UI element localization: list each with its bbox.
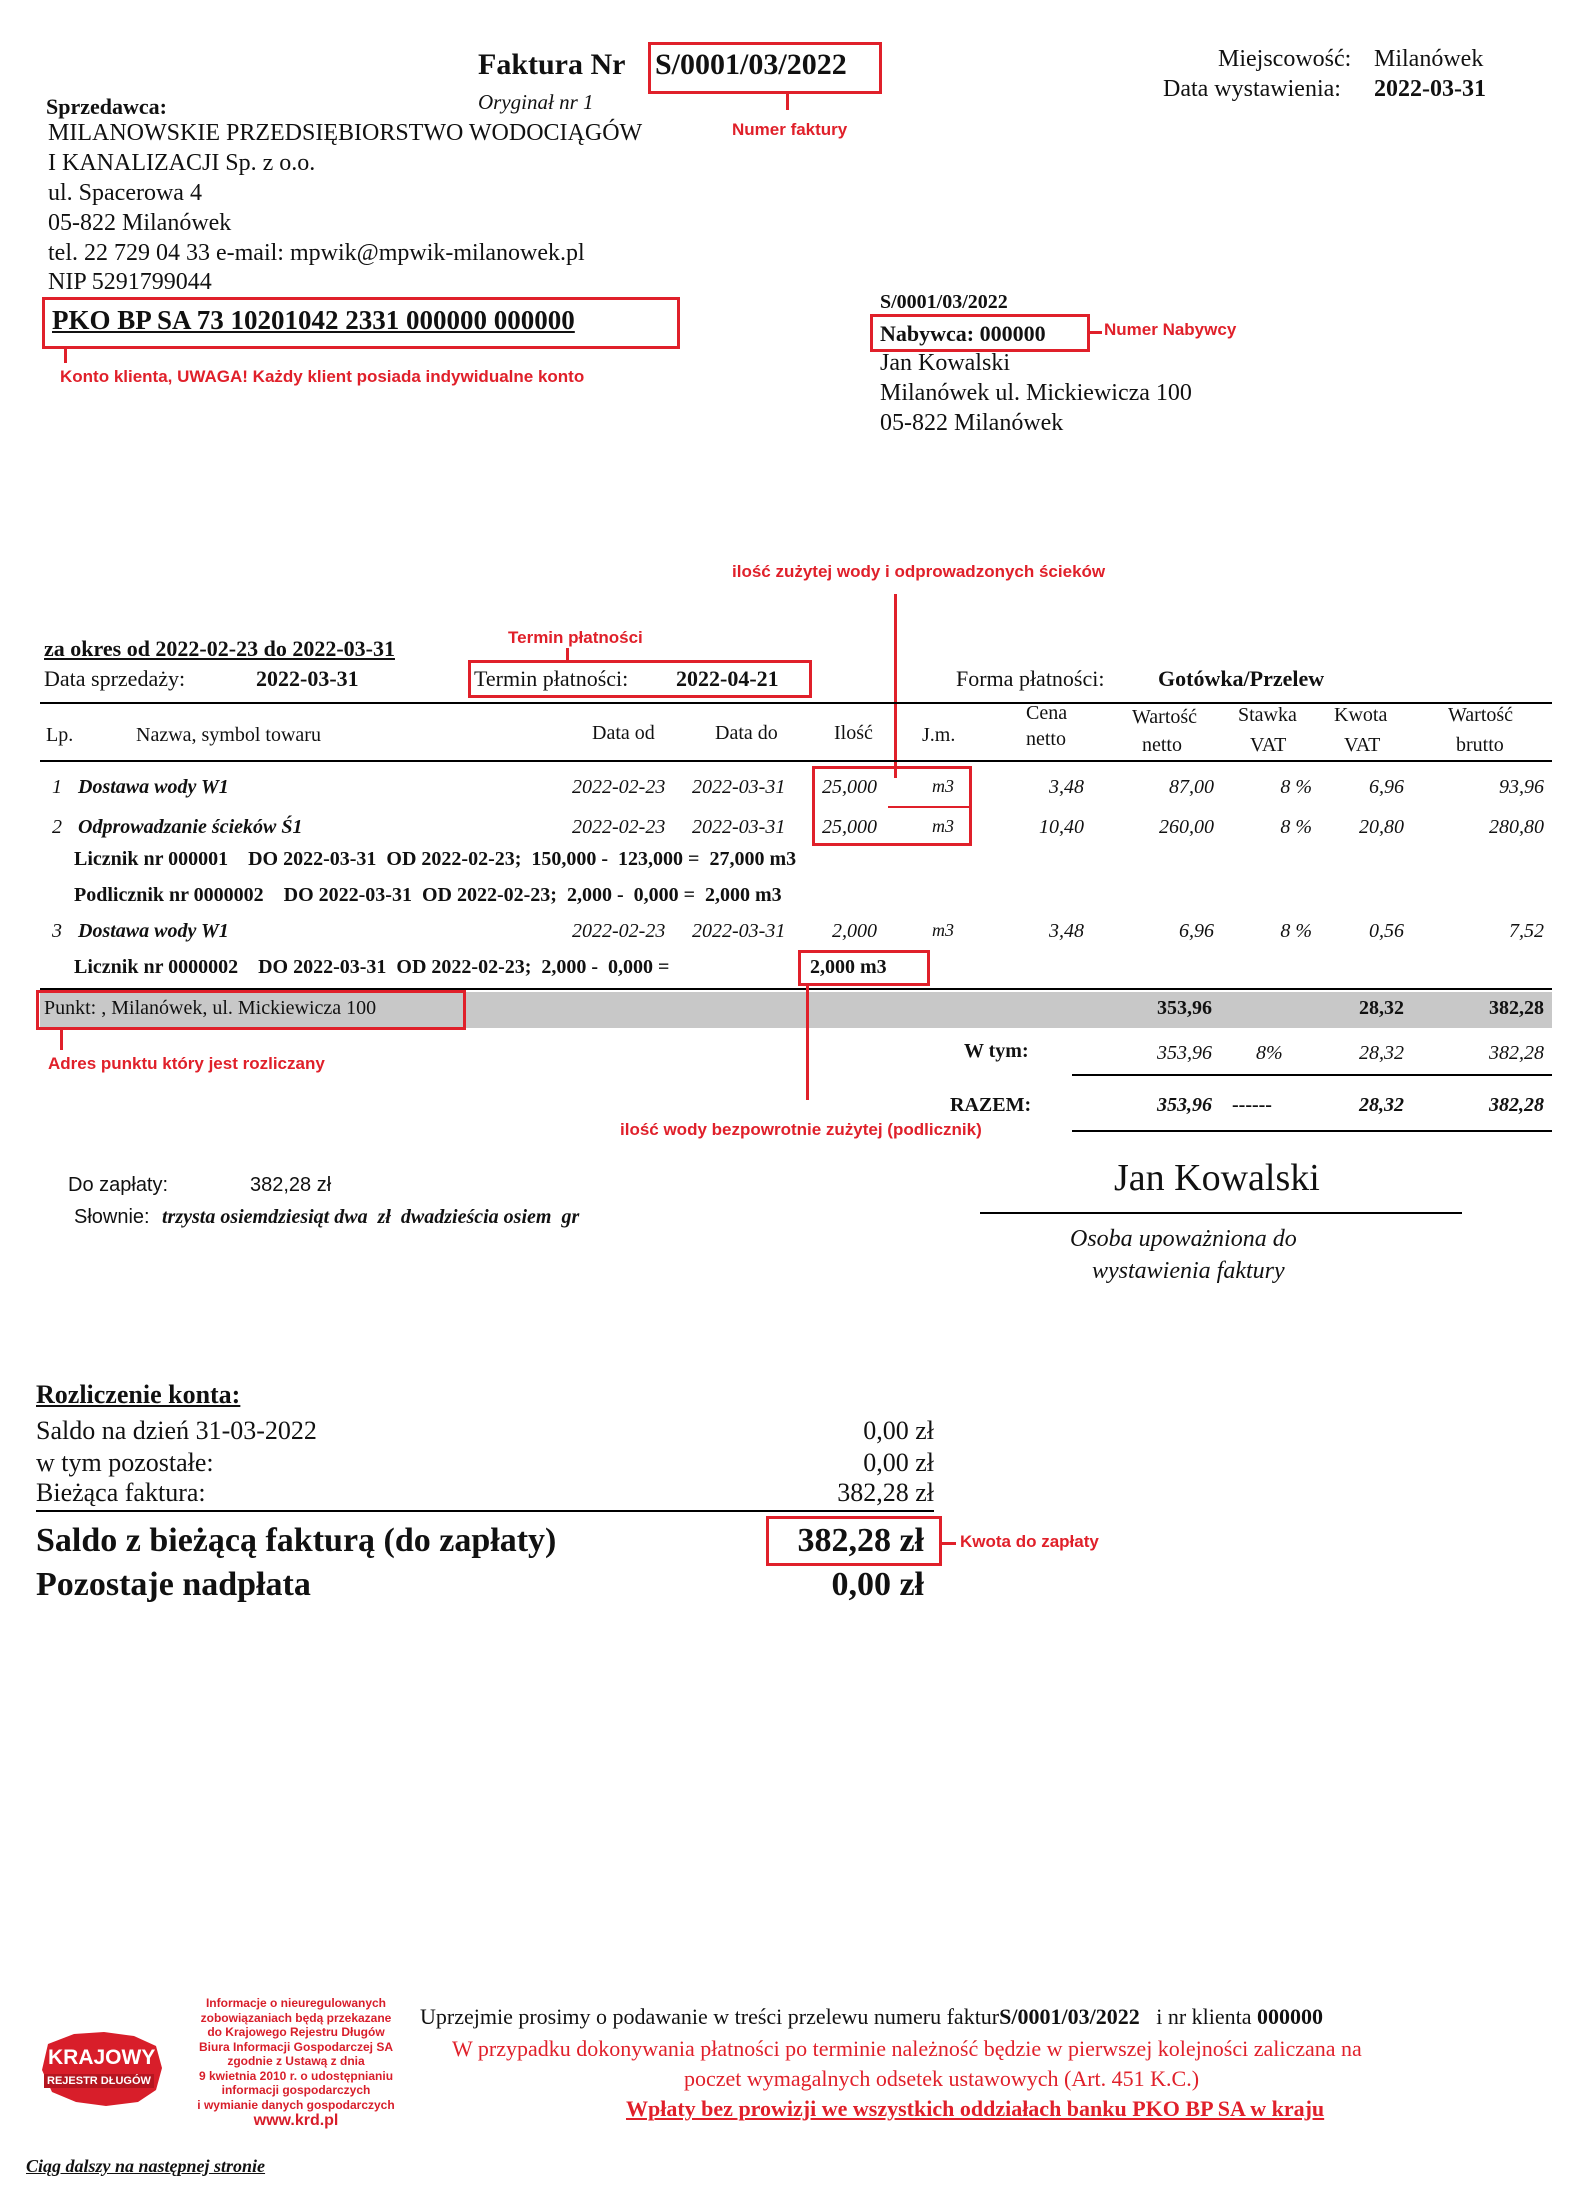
overpayment-label: Pozostaje nadpłata [36,1566,311,1603]
buyer-id: Nabywca: 000000 [880,321,1046,346]
place-label: Miejscowość: [1218,46,1352,72]
annotation-account: Konto klienta, UWAGA! Każdy klient posiada indywidualne konto [60,367,585,386]
totals-rule-bottom [1072,1130,1552,1132]
invoice-number: S/0001/03/2022 [655,48,847,81]
due-date-highlight [468,660,812,698]
col-net-1: Wartość [1132,706,1198,728]
transfer-request-invoice: S/0001/03/2022 [999,2004,1140,2029]
payment-method-label: Forma płatności: [956,666,1105,691]
col-rate-1: Stawka [1238,704,1297,726]
razem-net: 353,96 [1157,1094,1212,1116]
original-label: Oryginał nr 1 [478,90,594,114]
row-gross: 280,80 [1489,816,1544,838]
row-to: 2022-03-31 [692,920,786,942]
summary-row-label: Saldo na dzień 31-03-2022 [36,1416,317,1445]
row-price: 3,48 [1049,920,1084,942]
annotation-connector [806,986,809,1100]
row-gross: 7,52 [1509,920,1544,942]
amount-words: trzysta osiemdziesiąt dwa zł dwadzieścia osiem gr [162,1206,580,1228]
late-payment-warning-2: poczet wymagalnych odsetek ustawowych (Art. 451 K.C.) [684,2066,1200,2091]
issue-date-value: 2022-03-31 [1374,76,1486,102]
seller-street: ul. Spacerowa 4 [48,180,202,206]
transfer-request [420,2004,1323,2030]
summary-row-value: 382,28 zł [837,1478,934,1507]
meter-line-3-result: 2,000 m3 [810,956,887,978]
sale-date-label: Data sprzedaży: [44,666,186,691]
meter-line-1: Licznik nr 000001 DO 2022-03-31 OD 2022-02-23; 150,000 - 123,000 = 27,000 m3 [74,848,797,870]
amount-words-label: Słownie: [74,1206,150,1228]
buyer-name: Jan Kowalski [880,350,1010,376]
row-qty: 25,000 [822,816,877,838]
row-net: 87,00 [1169,776,1214,798]
seller-contact: tel. 22 729 04 33 e-mail: mpwik@mpwik-milanowek.pl [48,240,585,266]
razem-label: RAZEM: [950,1094,1032,1116]
seller-name-line2: I KANALIZACJI Sp. z o.o. [48,150,316,176]
transfer-request-client: 000000 [1257,2004,1324,2029]
continued-next-page: Ciąg dalszy na następnej stronie [26,2156,266,2176]
col-price-1: Cena [1026,702,1068,724]
transfer-request-text: Uprzejmie prosimy o podawanie w treści przelewu numeru faktur [420,2004,1000,2029]
invoice-title-prefix: Faktura Nr [478,48,626,81]
col-lp: Lp. [46,724,74,746]
point-vat: 28,32 [1359,997,1404,1019]
krd-info [176,1996,416,2129]
krd-url[interactable]: www.krd.pl [253,2112,339,2129]
buyer-id-highlight [870,314,1090,352]
seller-nip: NIP 5291799044 [48,269,212,295]
issue-date-label: Data wystawienia: [1163,76,1341,102]
row-rate: 8 % [1280,816,1312,838]
annotation-connector [786,94,789,110]
row-qty: 25,000 [822,776,877,798]
row-price: 10,40 [1039,816,1084,838]
annotation-connector [942,1542,956,1545]
due-date-value: 2022-04-21 [676,666,779,691]
annotation-connector [894,594,897,778]
buyer-invoice-ref: S/0001/03/2022 [880,291,1008,313]
row-lp: 1 [52,776,62,798]
amount-due-value: 382,28 zł [250,1174,332,1196]
summary-row-label: w tym pozostałe: [36,1448,214,1477]
annotation-invoice-number: Numer faktury [732,120,848,139]
summary-row-label: Bieżąca faktura: [36,1478,206,1507]
krd-info-line: informacji gospodarczych [221,2083,371,2097]
account-summary-title: Rozliczenie konta: [36,1380,241,1409]
point-address-highlight [36,990,466,1030]
row-qty: 2,000 [832,920,877,942]
quantity-highlight-divider [888,806,972,808]
row-from: 2022-02-23 [572,776,666,798]
row-vat: 6,96 [1369,776,1404,798]
col-gross-2: brutto [1456,734,1504,756]
row-rate: 8 % [1280,776,1312,798]
annotation-amount-due: Kwota do zapłaty [960,1532,1099,1551]
annotation-due-date: Termin płatności [508,628,643,647]
krd-info-line: zobowiązaniach będą przekazane [200,2010,392,2025]
signature-line [980,1212,1462,1214]
transfer-request-mid: i nr klienta [1156,2004,1252,2029]
summary-rule [36,1510,934,1512]
summary-row-value: 0,00 zł [863,1416,934,1445]
annotation-connector [566,648,569,660]
invoice-number-highlight [648,42,882,94]
account-highlight [42,297,680,349]
razem-vat: 28,32 [1359,1094,1404,1116]
annotation-quantity: ilość zużytej wody i odprowadzonych ścieków [732,562,1106,581]
row-unit: m3 [932,816,954,836]
annotation-submeter: ilość wody bezpowrotnie zużytej (podlicznik) [620,1120,982,1139]
point-gross: 382,28 [1489,997,1544,1019]
buyer-address: Milanówek ul. Mickiewicza 100 [880,380,1192,406]
row-to: 2022-03-31 [692,816,786,838]
col-qty: Ilość [834,722,873,744]
amount-due-highlight [766,1516,942,1566]
row-price: 3,48 [1049,776,1084,798]
balance-total-label: Saldo z bieżącą fakturą (do zapłaty) [36,1522,557,1559]
krd-info-line: Informacje o nieuregulowanych [205,1996,387,2010]
sale-date-value: 2022-03-31 [256,666,359,691]
row-net: 260,00 [1159,816,1214,838]
col-price-2: netto [1026,728,1066,750]
col-vat-2: VAT [1344,734,1381,756]
row-from: 2022-02-23 [572,816,666,838]
row-rate: 8 % [1280,920,1312,942]
row-from: 2022-02-23 [572,920,666,942]
wtym-gross: 382,28 [1489,1042,1544,1064]
col-rate-2: VAT [1250,734,1287,756]
wtym-net: 353,96 [1157,1042,1212,1064]
annotation-connector [1090,331,1102,334]
row-name: Dostawa wody W1 [78,920,229,942]
col-net-2: netto [1142,734,1182,756]
table-head-rule [40,760,1552,762]
col-date-from: Data od [592,722,655,744]
point-address: Punkt: , Milanówek, ul. Mickiewicza 100 [44,997,377,1019]
submeter-highlight [798,950,930,986]
krd-logo-line2: REJESTR DŁUGÓW [44,2074,154,2088]
billing-period: za okres od 2022-02-23 do 2022-03-31 [44,636,395,661]
row-vat: 20,80 [1359,816,1404,838]
row-name: Odprowadzanie ścieków Ś1 [78,816,303,838]
due-date-label: Termin płatności: [474,666,629,691]
signature-name: Jan Kowalski [1114,1157,1320,1199]
col-gross-1: Wartość [1448,704,1514,726]
amount-due-label: Do zapłaty: [68,1174,169,1196]
point-net: 353,96 [1157,997,1212,1019]
krd-info-line: Biura Informacji Gospodarczej SA [198,2039,394,2054]
no-fee-notice: Wpłaty bez prowizji we wszystkich oddziałach banku PKO BP SA w kraju [626,2096,1325,2121]
summary-row-value: 0,00 zł [863,1448,934,1477]
col-unit: J.m. [922,724,956,746]
wtym-label: W tym: [964,1040,1029,1062]
annotation-point-address: Adres punktu który jest rozliczany [48,1054,325,1073]
seller-city: 05-822 Milanówek [48,210,232,236]
krd-logo-line1: KRAJOWY [48,2046,156,2069]
krd-info-line: i wymianie danych gospodarczych [197,2097,395,2112]
krd-logo [34,2028,170,2108]
razem-gross: 382,28 [1489,1094,1544,1116]
totals-rule [1072,1074,1552,1076]
balance-total-value: 382,28 zł [797,1522,924,1559]
seller-label: Sprzedawca: [46,94,167,119]
signature-role-1: Osoba upoważniona do [1070,1226,1297,1252]
annotation-connector [64,349,67,363]
krd-info-line: 9 kwietnia 2010 r. o udostępnianiu [198,2068,394,2083]
signature-role-2: wystawienia faktury [1092,1258,1285,1284]
overpayment-value: 0,00 zł [831,1566,924,1603]
meter-line-3: Licznik nr 0000002 DO 2022-03-31 OD 2022-02-23; 2,000 - 0,000 = [74,956,670,978]
row-unit: m3 [932,920,954,940]
place-value: Milanówek [1374,46,1484,72]
row-to: 2022-03-31 [692,776,786,798]
row-name: Dostawa wody W1 [78,776,229,798]
annotation-connector [60,1030,63,1050]
header-rule [40,702,1552,704]
col-vat-1: Kwota [1334,704,1388,726]
wtym-rate: 8% [1256,1042,1283,1064]
wtym-vat: 28,32 [1359,1042,1404,1064]
row-lp: 2 [52,816,62,838]
razem-rate: ------ [1232,1094,1272,1116]
col-date-to: Data do [715,722,778,744]
row-gross: 93,96 [1499,776,1544,798]
submeter-line: Podlicznik nr 0000002 DO 2022-03-31 OD 2022-02-23; 2,000 - 0,000 = 2,000 m3 [74,884,782,906]
annotation-buyer-number: Numer Nabywcy [1104,320,1237,339]
payment-method-value: Gotówka/Przelew [1158,666,1325,691]
row-net: 6,96 [1179,920,1214,942]
row-unit: m3 [932,776,954,796]
buyer-city: 05-822 Milanówek [880,410,1064,436]
seller-name-line1: MILANOWSKIE PRZEDSIĘBIORSTWO WODOCIĄGÓW [48,120,643,146]
row-lp: 3 [52,920,62,942]
krd-info-line: zgodnie z Ustawą z dnia [227,2054,365,2068]
late-payment-warning-1: W przypadku dokonywania płatności po terminie należność będzie w pierwszej kolejności zaliczana na [452,2036,1362,2061]
col-name: Nazwa, symbol towaru [136,724,321,746]
row-vat: 0,56 [1369,920,1404,942]
krd-info-line: do Krajowego Rejestru Długów [207,2025,385,2039]
seller-account: PKO BP SA 73 10201042 2331 000000 000000 [52,305,575,335]
